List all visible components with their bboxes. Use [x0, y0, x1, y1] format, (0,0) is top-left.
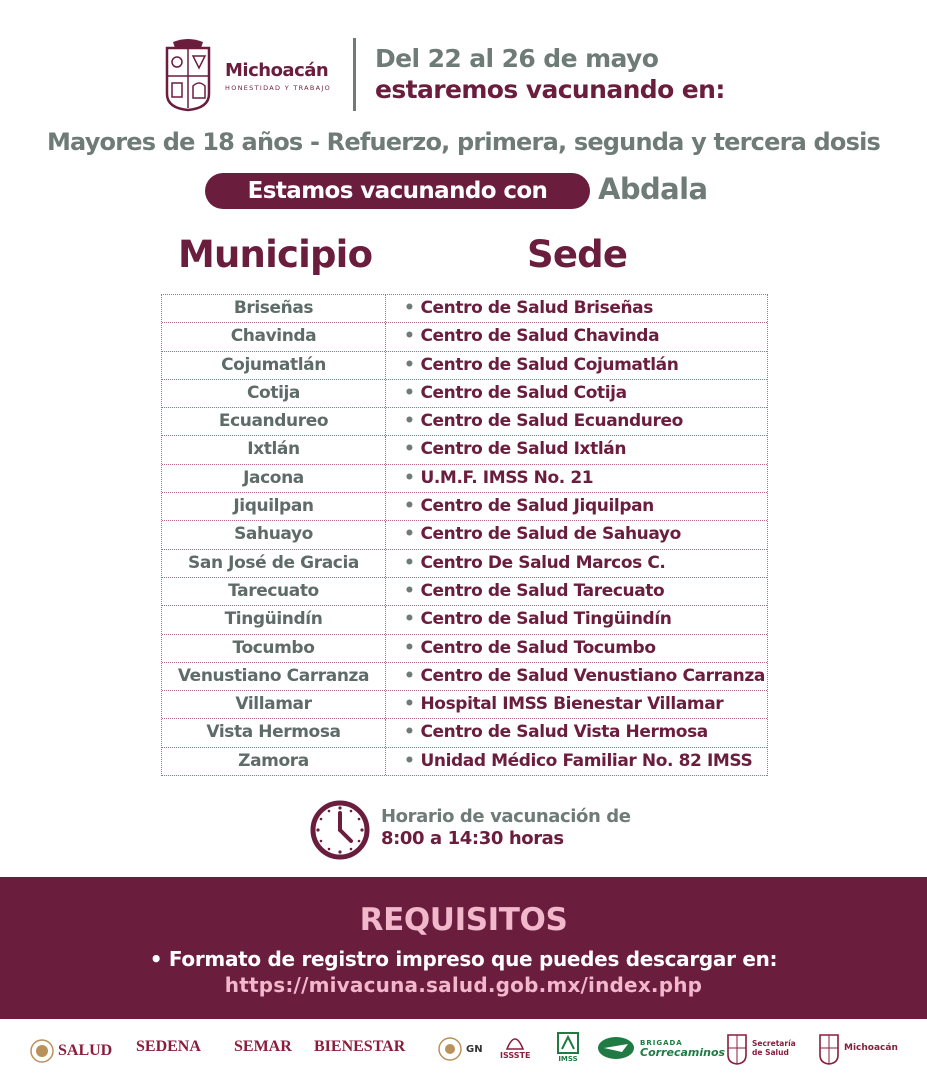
- sede-cell: [386, 493, 767, 520]
- imss-emblem-icon: [556, 1031, 580, 1055]
- date-range: Del 22 al 26 de mayo: [375, 44, 659, 73]
- sedena-logo: [136, 1039, 201, 1055]
- sede-name: Centro de Salud Cotija: [420, 382, 627, 403]
- bullet: •: [404, 750, 415, 771]
- bullet: •: [404, 354, 415, 375]
- municipio-cell: San José de Gracia: [162, 550, 386, 577]
- bienestar-logo: [314, 1039, 405, 1055]
- municipio-cell: Vista Hermosa: [162, 719, 386, 746]
- schedule-label: Horario de vacunación de: [381, 806, 631, 827]
- schedule-hours: 8:00 a 14:30 horas: [381, 828, 564, 849]
- audience-text: Mayores de 18 años - Refuerzo, primera, segunda y tercera dosis: [46, 128, 881, 156]
- municipio-cell: Zamora: [162, 748, 386, 775]
- bullet: •: [404, 467, 415, 488]
- bullet: •: [404, 722, 415, 743]
- semar-name: SEMAR: [234, 1038, 292, 1055]
- registration-link[interactable]: https://mivacuna.salud.gob.mx/index.php: [224, 973, 703, 997]
- roadrunner-icon: [596, 1035, 636, 1061]
- michoacan-footer-logo: [818, 1031, 898, 1065]
- guardia-nacional-logo: [438, 1037, 483, 1061]
- municipio-cell: Jacona: [162, 465, 386, 492]
- sede-name: Unidad Médico Familiar No. 82 IMSS: [420, 750, 753, 771]
- sponsor-logos: [0, 1019, 927, 1080]
- table-row: [162, 380, 767, 408]
- sede-cell: [386, 408, 767, 435]
- header-divider: [353, 38, 356, 111]
- header: [0, 0, 927, 120]
- issste-name: ISSSTE: [500, 1051, 531, 1060]
- municipio-cell: Ecuandureo: [162, 408, 386, 435]
- sede-cell: [386, 465, 767, 492]
- sede-cell: [386, 352, 767, 379]
- sede-cell: [386, 521, 767, 548]
- bullet: •: [404, 411, 415, 432]
- secretaria-salud-logo: [726, 1031, 796, 1065]
- sede-name: Centro de Salud Tingüindín: [420, 609, 672, 630]
- salud-logo: [30, 1039, 112, 1063]
- sede-name: Centro de Salud Ecuandureo: [420, 411, 683, 432]
- table-row: [162, 465, 767, 493]
- municipio-cell: Jiquilpan: [162, 493, 386, 520]
- municipio-cell: Cojumatlán: [162, 352, 386, 379]
- sede-cell: [386, 295, 767, 322]
- bullet: •: [404, 694, 415, 715]
- bullet: •: [404, 524, 415, 545]
- sede-cell: [386, 606, 767, 633]
- vaccine-name: Abdala: [598, 172, 708, 206]
- column-header-sede: Sede: [527, 233, 628, 276]
- gn-name: GN: [466, 1043, 483, 1055]
- mexican-eagle-icon: [30, 1039, 54, 1063]
- sede-cell: [386, 550, 767, 577]
- de-salud-label: de Salud: [752, 1048, 789, 1057]
- sede-cell: [386, 578, 767, 605]
- issste-logo: [500, 1033, 530, 1060]
- table-row: [162, 748, 767, 776]
- sede-cell: [386, 663, 767, 690]
- table-row: [162, 606, 767, 634]
- michoacan-footer-name: Michoacán: [844, 1042, 898, 1053]
- bullet: •: [404, 580, 415, 601]
- requirement-item: • Formato de registro impreso que puedes descargar en:: [149, 947, 778, 971]
- bienestar-name: BIENESTAR: [314, 1038, 406, 1055]
- requirements-band: [0, 877, 927, 1019]
- bullet: •: [404, 326, 415, 347]
- sede-name: Centro de Salud Vista Hermosa: [420, 722, 708, 743]
- issste-emblem-icon: [505, 1033, 525, 1051]
- table-row: [162, 323, 767, 351]
- logo-wordmark: [225, 60, 331, 92]
- table-row: [162, 691, 767, 719]
- bullet: •: [404, 496, 415, 517]
- correcaminos-label: Correcaminos: [640, 1046, 726, 1059]
- table-row: [162, 436, 767, 464]
- table-row: [162, 352, 767, 380]
- brigada-correcaminos-logo: [596, 1035, 725, 1061]
- municipio-cell: Tarecuato: [162, 578, 386, 605]
- table-row: [162, 295, 767, 323]
- municipio-cell: Villamar: [162, 691, 386, 718]
- sede-name: Centro de Salud Tocumbo: [420, 637, 656, 658]
- bullet: •: [404, 665, 415, 686]
- sede-cell: [386, 436, 767, 463]
- sede-cell: [386, 719, 767, 746]
- salud-name: SALUD: [58, 1042, 113, 1059]
- sede-name: Centro de Salud Venustiano Carranza: [420, 665, 765, 686]
- sede-name: Centro de Salud Briseñas: [420, 298, 653, 318]
- table-row: [162, 635, 767, 663]
- sede-cell: [386, 380, 767, 407]
- sede-cell: [386, 323, 767, 350]
- sede-name: Centro de Salud Tarecuato: [420, 580, 665, 601]
- municipio-cell: Briseñas: [162, 295, 386, 322]
- brigada-label: BRIGADA: [640, 1039, 683, 1047]
- michoacan-coat-of-arms-icon: [163, 38, 213, 116]
- logo-motto: HONESTIDAD Y TRABAJO: [225, 84, 332, 92]
- municipio-cell: Sahuayo: [162, 521, 386, 548]
- sede-cell: [386, 748, 767, 775]
- sede-cell: [386, 635, 767, 662]
- sede-name: Centro de Salud Jiquilpan: [420, 496, 654, 517]
- table-row: [162, 521, 767, 549]
- table-row: [162, 719, 767, 747]
- table-row: [162, 578, 767, 606]
- semar-logo: [234, 1039, 292, 1055]
- column-header-municipio: Municipio: [178, 233, 373, 276]
- guardia-nacional-seal-icon: [438, 1037, 462, 1061]
- municipio-cell: Venustiano Carranza: [162, 663, 386, 690]
- sede-name: Centro de Salud Cojumatlán: [420, 354, 679, 375]
- bullet: •: [404, 552, 415, 573]
- imss-name: IMSS: [558, 1055, 578, 1063]
- sede-cell: [386, 691, 767, 718]
- sede-name: Centro de Salud de Sahuayo: [420, 524, 681, 545]
- michoacan-shield-icon: [818, 1031, 840, 1065]
- sede-name: Centro de Salud Chavinda: [420, 326, 660, 347]
- table-row: [162, 550, 767, 578]
- bullet: •: [404, 298, 415, 318]
- bullet: •: [404, 609, 415, 630]
- bullet: •: [404, 382, 415, 403]
- sede-name: Centro de Salud Ixtlán: [420, 439, 627, 460]
- vaccinating-headline: estaremos vacunando en:: [375, 75, 725, 104]
- bullet: •: [404, 637, 415, 658]
- michoacan-shield-icon: [726, 1031, 748, 1065]
- table-row: [162, 663, 767, 691]
- requirements-title: REQUISITOS: [359, 902, 568, 938]
- sede-name: Centro De Salud Marcos C.: [420, 552, 666, 573]
- sede-table: [161, 294, 768, 776]
- sede-name: Hospital IMSS Bienestar Villamar: [420, 694, 724, 715]
- table-row: [162, 408, 767, 436]
- municipio-cell: Ixtlán: [162, 436, 386, 463]
- table-row: [162, 493, 767, 521]
- bullet: •: [404, 439, 415, 460]
- imss-logo: [556, 1031, 580, 1064]
- municipio-cell: Cotija: [162, 380, 386, 407]
- vaccine-label-pill: Estamos vacunando con: [205, 173, 590, 209]
- sede-name: U.M.F. IMSS No. 21: [420, 467, 594, 488]
- clock-icon: [309, 799, 371, 865]
- municipio-cell: Tocumbo: [162, 635, 386, 662]
- logo-name: Michoacán: [225, 60, 329, 81]
- sedena-name: SEDENA: [136, 1038, 201, 1055]
- municipio-cell: Tingüindín: [162, 606, 386, 633]
- secretaria-label: Secretaría: [752, 1039, 796, 1048]
- municipio-cell: Chavinda: [162, 323, 386, 350]
